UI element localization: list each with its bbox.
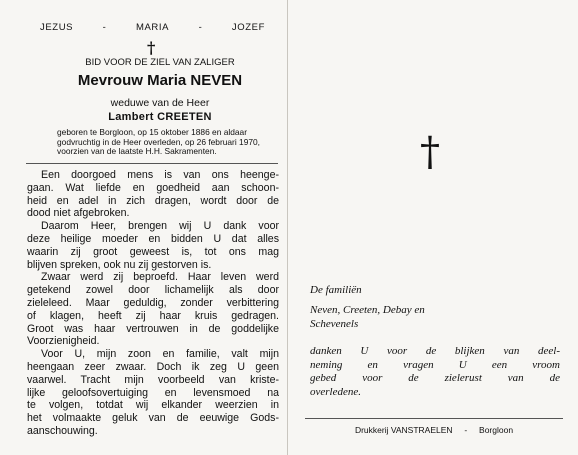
text-line: blijven spreken, ook nu zij gestorven is. [27, 258, 212, 271]
text-line: heid en adel in zich dragen, wordt door de [27, 194, 279, 207]
prayer-text [27, 169, 279, 438]
printer-separator: - [464, 425, 468, 435]
invocation-word: JEZUS [40, 22, 74, 33]
thanks-line: danken U voor de blijken van deel- [310, 345, 560, 357]
invocation-word: MARIA [135, 22, 170, 33]
bio-line: godvruchtig in de Heer overleden, op 26 februari 1970, [57, 136, 260, 147]
divider [305, 418, 563, 419]
thanks-line: overledene. [310, 385, 361, 398]
invocation-word: JOZEF [231, 22, 265, 33]
text-line: heengaan zeer zwaar. Doch ik zeg U geen [27, 360, 279, 373]
deceased-name: Mevrouw Maria NEVEN [77, 72, 243, 89]
text-line: Zwaar werd zij beproefd. Haar leven werd [41, 271, 279, 284]
divider [26, 163, 278, 164]
prayer-heading: BID VOOR DE ZIEL VAN ZALIGER [85, 57, 235, 68]
text-line: zieleleed. Maar geduldig, zonder verbittering [27, 296, 279, 309]
text-line: Daarom Heer, brengen wij U dank voor [41, 220, 279, 233]
family-names-line: Neven, Creeten, Debay en [310, 304, 425, 316]
text-line: of klagen, heeft zij haar kruis gedragen. [27, 309, 279, 322]
text-line: gaan. Wat liefde en goedheid aan schoon- [27, 181, 279, 194]
text-line: Voorzienigheid. [27, 335, 100, 348]
invocation [40, 22, 265, 33]
text-line: te volgen, totdat wij elkander weerzien in [27, 399, 279, 412]
text-line: aanschouwing. [27, 424, 98, 437]
thanks-line: neming en vragen U een vroom [310, 358, 560, 371]
cross-icon: † [147, 38, 156, 57]
text-line: vaarwel. Tracht mijn voorbeeld van kriste- [27, 373, 279, 386]
text-line: deze heilige moeder en bidden U dat alles [27, 232, 279, 245]
families-heading: De familiën [310, 284, 362, 296]
text-line: Groot was haar vertrouwen in de goddelijke [27, 322, 279, 335]
widow-line: weduwe van de Heer [110, 97, 210, 109]
thanks-line: gebed voor de zielerust van de [310, 372, 560, 384]
text-line: getekend zowel door lichamelijk als door [27, 284, 279, 297]
cross-icon: † [420, 129, 440, 175]
family-names-line: Schevenels [310, 317, 359, 330]
printer-town: Borgloon [479, 425, 514, 435]
text-line: Een doorgoed mens is van ons heenge- [41, 169, 279, 181]
text-line: lijke geloofsovertuiging en levensmoed na [27, 386, 279, 399]
invocation-dash: - [102, 22, 107, 33]
text-line: waarin zij groot geweest is, tot ons mag [27, 245, 279, 258]
biography [57, 128, 262, 157]
bio-line: geboren te Borgloon, op 15 oktober 1886 en aldaar [57, 127, 247, 137]
left-panel [0, 0, 287, 455]
printer-credit [305, 425, 563, 435]
text-line: het volmaakte geluk van de eeuwige Gods- [27, 412, 279, 425]
husband-name: Lambert CREETEN [108, 111, 212, 123]
text-line: Voor U, mijn zoon en familie, valt mijn [41, 348, 279, 361]
thanks-text [310, 345, 560, 399]
printer-name: Drukkerij VANSTRAELEN [354, 425, 453, 435]
family-names [310, 304, 560, 331]
invocation-dash: - [198, 22, 203, 33]
bio-line: voorzien van de laatste H.H. Sakramenten. [57, 146, 217, 156]
text-line: dood niet afgebroken. [27, 207, 130, 220]
